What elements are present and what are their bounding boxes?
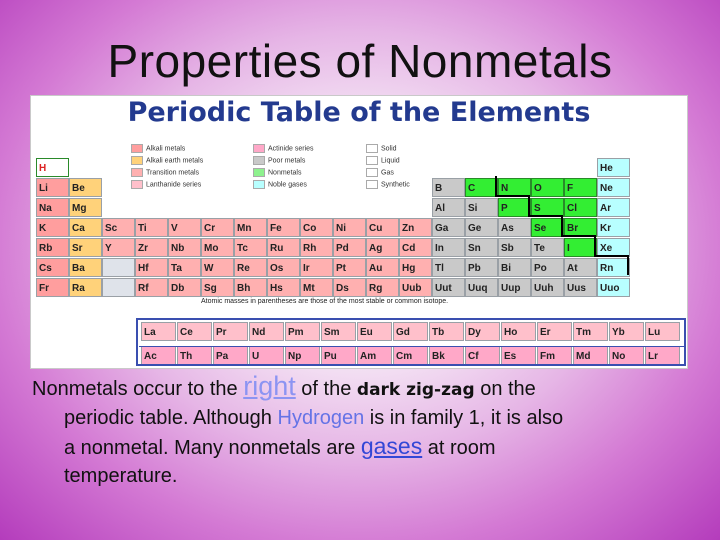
element-cell: Au bbox=[366, 258, 399, 277]
element-cell: Ar bbox=[597, 198, 630, 217]
element-cell: Pd bbox=[333, 238, 366, 257]
element-cell: Uuq bbox=[465, 278, 498, 297]
element-cell: O bbox=[531, 178, 564, 197]
legend-label: Transition metals bbox=[146, 169, 200, 177]
element-cell: Rf bbox=[135, 278, 168, 297]
element-cell: Ir bbox=[300, 258, 333, 277]
element-cell: Cf bbox=[465, 346, 500, 365]
legend-label: Lanthanide series bbox=[146, 181, 202, 189]
element-cell: Es bbox=[501, 346, 536, 365]
element-cell: Uut bbox=[432, 278, 465, 297]
body-line-2 bbox=[32, 404, 702, 432]
legend-item bbox=[131, 180, 203, 189]
legend-label: Alkali earth metals bbox=[146, 157, 204, 165]
element-cell: Cm bbox=[393, 346, 428, 365]
legend-item bbox=[253, 156, 314, 165]
legend-label: Noble gases bbox=[268, 181, 307, 189]
legend-label: Nonmetals bbox=[268, 169, 302, 177]
element-cell: Ni bbox=[333, 218, 366, 237]
legend-label: Synthetic bbox=[381, 181, 410, 189]
element-cell: Rh bbox=[300, 238, 333, 257]
body-line-3 bbox=[32, 432, 702, 462]
element-cell: Re bbox=[234, 258, 267, 277]
legend-group-3 bbox=[366, 144, 410, 189]
element-cell: Sc bbox=[102, 218, 135, 237]
atomic-mass-note: Atomic masses in parentheses are those of the most stable or common isotope. bbox=[201, 298, 449, 305]
element-cell: Fm bbox=[537, 346, 572, 365]
element-cell: Te bbox=[531, 238, 564, 257]
element-cell: Tc bbox=[234, 238, 267, 257]
element-cell: Ac bbox=[141, 346, 176, 365]
element-cell: Bh bbox=[234, 278, 267, 297]
periodic-table-title: Periodic Table of the Elements bbox=[127, 97, 591, 128]
element-cell: Y bbox=[102, 238, 135, 257]
element-cell: Xe bbox=[597, 238, 630, 257]
legend-label: Alkali metals bbox=[146, 145, 186, 153]
element-cell: Ga bbox=[432, 218, 465, 237]
element-cell: Al bbox=[432, 198, 465, 217]
element-cell: Si bbox=[465, 198, 498, 217]
element-cell: Dy bbox=[465, 322, 500, 341]
body-text-part: of the bbox=[295, 378, 357, 400]
element-cell bbox=[102, 278, 135, 297]
element-cell: As bbox=[498, 218, 531, 237]
dark-zigzag-highlight: dark zig-zag bbox=[356, 380, 475, 400]
element-cell: Ce bbox=[177, 322, 212, 341]
zigzag-line bbox=[594, 255, 628, 257]
legend-group-2 bbox=[253, 144, 314, 189]
slide-title: Properties of Nonmetals bbox=[107, 35, 613, 87]
element-cell: Ds bbox=[333, 278, 366, 297]
gases-highlight: gases bbox=[360, 433, 423, 459]
element-cell: Li bbox=[36, 178, 69, 197]
element-cell: Sg bbox=[201, 278, 234, 297]
element-cell: Br bbox=[564, 218, 597, 237]
element-cell: Cd bbox=[399, 238, 432, 257]
element-cell: Ca bbox=[69, 218, 102, 237]
element-cell: B bbox=[432, 178, 465, 197]
right-highlight: right bbox=[243, 371, 296, 401]
body-text-part: temperature. bbox=[64, 465, 178, 487]
element-cell: Cs bbox=[36, 258, 69, 277]
legend-group-1 bbox=[131, 144, 203, 189]
element-cell: Ho bbox=[501, 322, 536, 341]
element-cell: Tm bbox=[573, 322, 608, 341]
element-cell: Yb bbox=[609, 322, 644, 341]
element-cell: Gd bbox=[393, 322, 428, 341]
legend-label: Poor metals bbox=[268, 157, 306, 165]
element-cell: Po bbox=[531, 258, 564, 277]
element-cell: Eu bbox=[357, 322, 392, 341]
element-cell: Lr bbox=[645, 346, 680, 365]
body-text-part: Nonmetals occur to the bbox=[32, 378, 244, 400]
element-cell: Cu bbox=[366, 218, 399, 237]
legend-item bbox=[131, 144, 203, 153]
element-cell: Zr bbox=[135, 238, 168, 257]
element-cell: Rg bbox=[366, 278, 399, 297]
legend-item bbox=[366, 180, 410, 189]
zigzag-line bbox=[561, 215, 563, 236]
body-text bbox=[32, 372, 702, 490]
element-cell: Rb bbox=[36, 238, 69, 257]
element-cell: Uub bbox=[399, 278, 432, 297]
element-cell: Pb bbox=[465, 258, 498, 277]
element-cell: Hf bbox=[135, 258, 168, 277]
element-cell: Na bbox=[36, 198, 69, 217]
element-cell: Uuo bbox=[597, 278, 630, 297]
body-text-part: on the bbox=[474, 378, 536, 400]
element-cell: Uup bbox=[498, 278, 531, 297]
element-cell: No bbox=[609, 346, 644, 365]
element-cell: At bbox=[564, 258, 597, 277]
zigzag-line bbox=[495, 195, 529, 197]
element-cell: S bbox=[531, 198, 564, 217]
element-cell: Be bbox=[69, 178, 102, 197]
element-cell: H bbox=[36, 158, 69, 177]
element-cell: Zn bbox=[399, 218, 432, 237]
element-cell: I bbox=[564, 238, 597, 257]
element-cell: Sn bbox=[465, 238, 498, 257]
element-cell: Nb bbox=[168, 238, 201, 257]
element-cell: N bbox=[498, 178, 531, 197]
element-cell: Mt bbox=[300, 278, 333, 297]
element-cell: V bbox=[168, 218, 201, 237]
element-cell: Er bbox=[537, 322, 572, 341]
element-cell: P bbox=[498, 198, 531, 217]
element-cell: Pm bbox=[285, 322, 320, 341]
element-cell: Bi bbox=[498, 258, 531, 277]
element-cell: Fe bbox=[267, 218, 300, 237]
element-cell: Ba bbox=[69, 258, 102, 277]
zigzag-line bbox=[561, 235, 595, 237]
element-cell: Th bbox=[177, 346, 212, 365]
element-cell: Kr bbox=[597, 218, 630, 237]
element-cell: Fr bbox=[36, 278, 69, 297]
zigzag-line bbox=[594, 235, 596, 256]
element-cell: La bbox=[141, 322, 176, 341]
element-cell: Mo bbox=[201, 238, 234, 257]
zigzag-line bbox=[528, 195, 530, 216]
element-cell: Ge bbox=[465, 218, 498, 237]
element-cell: F bbox=[564, 178, 597, 197]
body-text-part: periodic table. Although bbox=[64, 407, 278, 429]
element-cell: Pu bbox=[321, 346, 356, 365]
element-cell: Pr bbox=[213, 322, 248, 341]
zigzag-line bbox=[627, 255, 629, 275]
element-cell: Np bbox=[285, 346, 320, 365]
element-cell: Cl bbox=[564, 198, 597, 217]
element-cell: Se bbox=[531, 218, 564, 237]
legend-item bbox=[253, 144, 314, 153]
element-cell: Db bbox=[168, 278, 201, 297]
element-cell: Ne bbox=[597, 178, 630, 197]
zigzag-line bbox=[528, 215, 562, 217]
element-cell: Am bbox=[357, 346, 392, 365]
element-cell: Sr bbox=[69, 238, 102, 257]
element-cell: Pt bbox=[333, 258, 366, 277]
legend-item bbox=[366, 156, 410, 165]
element-cell: Cr bbox=[201, 218, 234, 237]
element-cell: Hs bbox=[267, 278, 300, 297]
legend-item bbox=[253, 168, 314, 177]
element-cell: Tb bbox=[429, 322, 464, 341]
element-cell: Ag bbox=[366, 238, 399, 257]
element-cell: He bbox=[597, 158, 630, 177]
zigzag-line bbox=[495, 176, 497, 196]
element-cell: Uus bbox=[564, 278, 597, 297]
element-cell: Ti bbox=[135, 218, 168, 237]
element-cell: Uuh bbox=[531, 278, 564, 297]
element-cell: Ta bbox=[168, 258, 201, 277]
body-text-part: at room bbox=[422, 437, 496, 459]
element-cell: Sb bbox=[498, 238, 531, 257]
legend-item bbox=[253, 180, 314, 189]
element-cell: Tl bbox=[432, 258, 465, 277]
element-cell: Sm bbox=[321, 322, 356, 341]
element-cell: In bbox=[432, 238, 465, 257]
element-cell: Rn bbox=[597, 258, 630, 277]
legend-item bbox=[131, 156, 203, 165]
legend-item bbox=[131, 168, 203, 177]
element-cell: K bbox=[36, 218, 69, 237]
element-cell: Os bbox=[267, 258, 300, 277]
element-cell: C bbox=[465, 178, 498, 197]
body-text-part: a nonmetal. Many nonmetals are bbox=[64, 437, 361, 459]
legend-item bbox=[366, 144, 410, 153]
element-cell: Lu bbox=[645, 322, 680, 341]
legend-label: Gas bbox=[381, 169, 394, 177]
element-cell: Nd bbox=[249, 322, 284, 341]
legend-label: Liquid bbox=[381, 157, 400, 165]
element-cell: Md bbox=[573, 346, 608, 365]
element-cell: Mg bbox=[69, 198, 102, 217]
element-cell: Pa bbox=[213, 346, 248, 365]
legend-item bbox=[366, 168, 410, 177]
body-line-4 bbox=[32, 462, 702, 490]
f-block-frame bbox=[136, 318, 686, 366]
hydrogen-highlight: Hydrogen bbox=[277, 407, 365, 429]
element-cell: Bk bbox=[429, 346, 464, 365]
element-cell: Ra bbox=[69, 278, 102, 297]
element-cell: Mn bbox=[234, 218, 267, 237]
f-block-divider bbox=[139, 346, 684, 347]
element-cell: U bbox=[249, 346, 284, 365]
legend-label: Actinide series bbox=[268, 145, 314, 153]
periodic-table-image bbox=[30, 95, 688, 369]
legend-label: Solid bbox=[381, 145, 397, 153]
body-text-part: is in family 1, it is also bbox=[364, 407, 564, 429]
element-cell: Co bbox=[300, 218, 333, 237]
element-cell: Hg bbox=[399, 258, 432, 277]
element-cell: Ru bbox=[267, 238, 300, 257]
element-cell bbox=[102, 258, 135, 277]
element-cell: W bbox=[201, 258, 234, 277]
